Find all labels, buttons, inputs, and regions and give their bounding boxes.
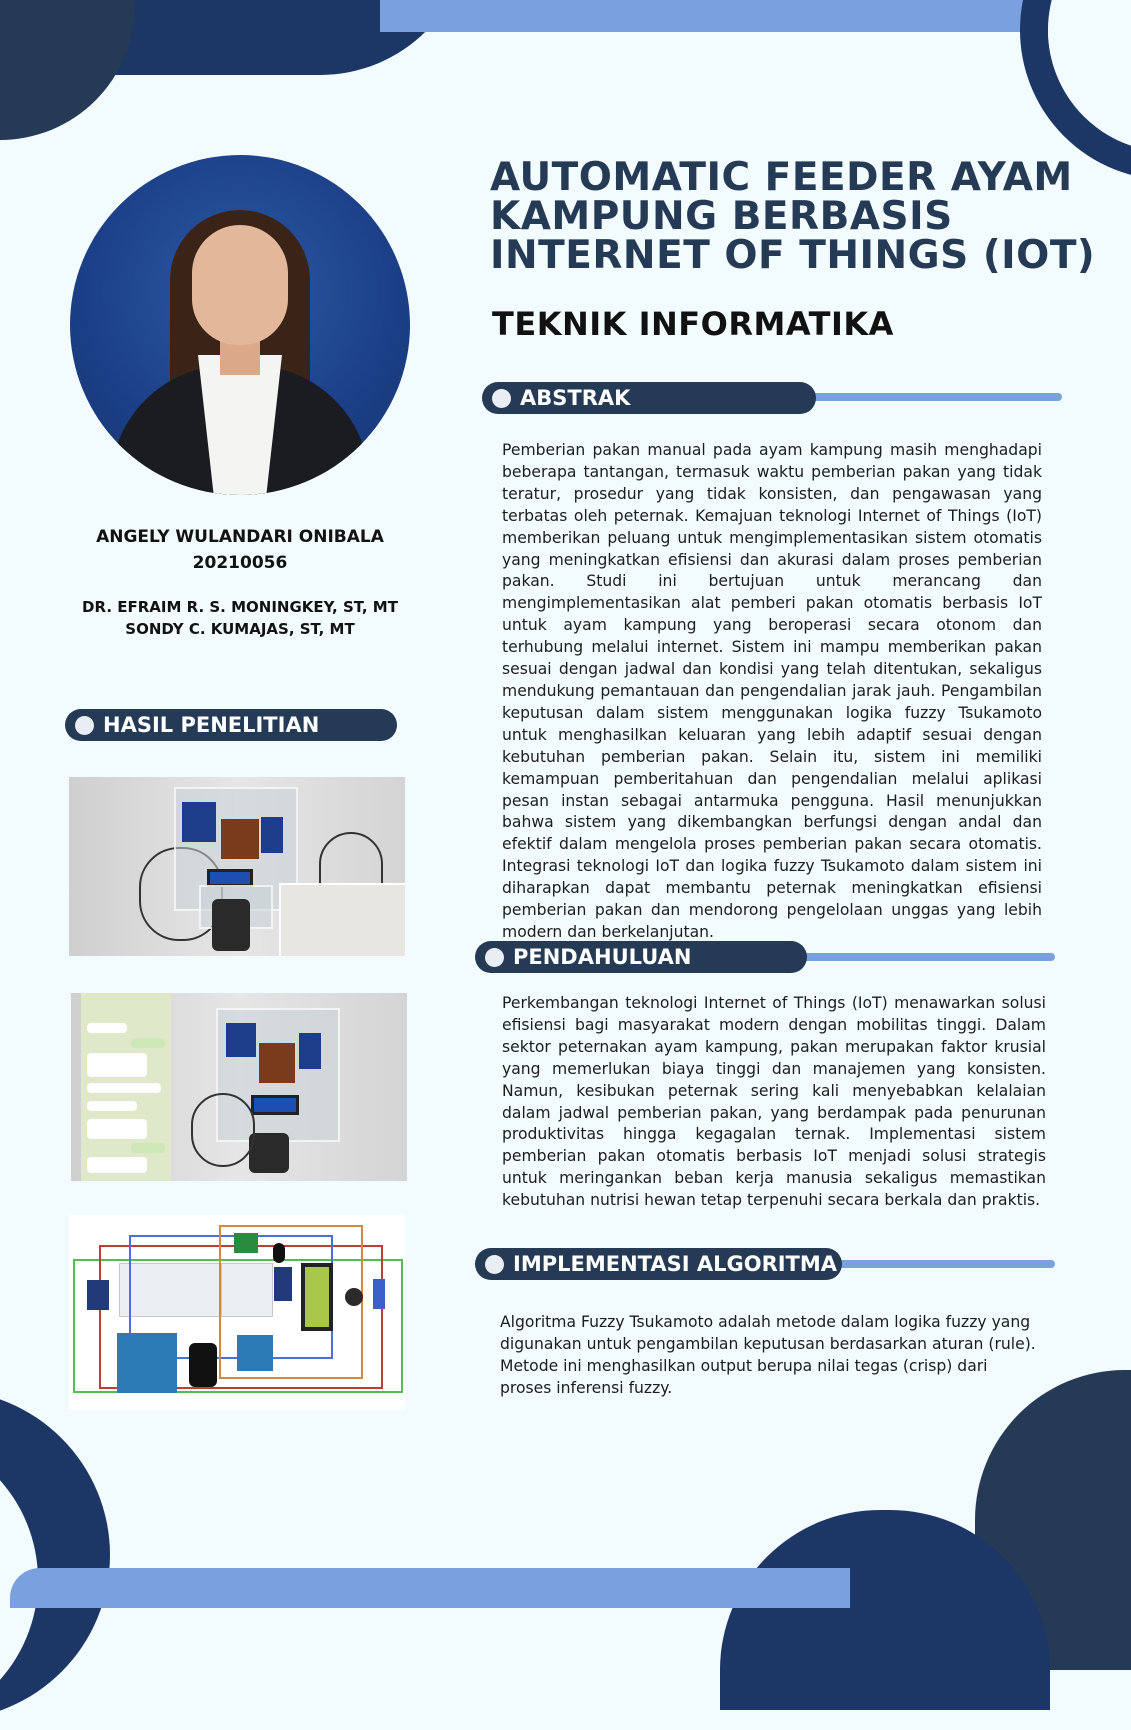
implementasi-body: Algoritma Fuzzy Tsukamoto adalah metode dalam logika fuzzy yang digunakan untuk pengambilan keputusan berdasarkan aturan (rule). Metode ini menghasilkan output berupa nilai tegas (crisp) dari proses inferensi fuzzy. xyxy=(500,1313,1036,1397)
bullet-dot-icon xyxy=(492,389,511,408)
abstrak-heading xyxy=(482,382,816,414)
poster-title-line: INTERNET OF THINGS (IOT) xyxy=(490,233,1096,278)
bullet-dot-icon xyxy=(75,716,94,735)
decor-top-blue-bar xyxy=(380,0,1122,32)
pendahuluan-heading-label: PENDAHULUAN xyxy=(513,945,692,969)
implementasi-heading xyxy=(475,1248,842,1280)
implementasi-heading-line xyxy=(820,1260,1055,1268)
decor-top-left-circle xyxy=(0,0,135,140)
author-portrait xyxy=(70,155,410,495)
hasil-heading xyxy=(65,709,397,741)
telegram-bot-and-device-photo xyxy=(71,993,407,1181)
supervisor-1: DR. EFRAIM R. S. MONINGKEY, ST, MT xyxy=(82,598,398,616)
abstrak-body: Pemberian pakan manual pada ayam kampung masih menghadapi beberapa tantangan, termasuk waktu pemberian pakan yang tidak teratur, prosedur yang tidak konsisten, dan pengawasan yang terbatas oleh peternak. Kemajuan teknologi Internet of Things (IoT) memberikan peluang untuk mengimplementasikan sistem otomatis yang meningkatkan efisiensi dan akurasi dalam proses pemberian pakan. Studi ini bertujuan untuk merancang dan mengimplementasikan alat pemberi pakan otomatis berbasis IoT untuk ayam kampung yang beroperasi secara otonom dan terhubung melalui internet. Sistem ini mampu memberikan pakan sesuai dengan jadwal dan kondisi yang telah ditentukan, sekaligus mendukung pemantauan dan pengendalian jarak jauh. Pengambilan keputusan dalam sistem menggunakan logika fuzzy Tsukamoto untuk menghasilkan keluaran yang lebih adaptif sesuai dengan kebutuhan pemberian pakan. Selain itu, sistem ini memiliki kemampuan pemberitahuan dan pengendalian melalui aplikasi pesan instan sebagai antarmuka pengguna. Hasil menunjukkan bahwa sistem yang dikembangkan berfungsi dengan andal dan efektif dalam mengelola proses pemberian pakan secara otomatis. Integrasi teknologi IoT dan logika fuzzy Tsukamoto dalam sistem ini diharapkan dapat membantu peternak meningkatkan efisiensi pemberian pakan dan mendorong pengelolaan unggas yang lebih modern dan berkelanjutan. xyxy=(502,441,1042,941)
poster-title-line: AUTOMATIC FEEDER AYAM xyxy=(490,155,1073,200)
pendahuluan-heading xyxy=(475,941,807,973)
decor-bottom-blue-bar xyxy=(10,1568,850,1608)
pendahuluan-body: Perkembangan teknologi Internet of Things (IoT) menawarkan solusi efisiensi bagi masyarakat modern dengan mobilitas tinggi. Dalam sektor peternakan ayam kampung, pakan merupakan faktor krusial yang memerlukan biaya tinggi dan manajemen yang konsisten. Namun, kesibukan peternak sering kali menyebabkan kelalaian dalam jadwal pemberian pakan, yang berdampak pada penurunan produktivitas hingga kegagalan ternak. Implementasi sistem pemberian pakan otomatis berbasis IoT menjadi solusi strategis untuk meringankan beban kerja manusia sekaligus memastikan kebutuhan nutrisi hewan tetap terpenuhi secara berkala dan praktis. xyxy=(502,994,1046,1210)
abstrak-heading-label: ABSTRAK xyxy=(520,386,631,410)
poster-title-line: KAMPUNG BERBASIS xyxy=(490,194,953,239)
pendahuluan-heading-line xyxy=(790,953,1055,961)
poster-title xyxy=(490,155,1096,278)
feeder-device-photo xyxy=(69,777,405,956)
wiring-schematic-diagram xyxy=(69,1215,405,1410)
bullet-dot-icon xyxy=(485,1255,504,1274)
implementasi-heading-label: IMPLEMENTASI ALGORITMA xyxy=(513,1252,838,1276)
abstrak-heading-line xyxy=(790,393,1062,401)
hasil-heading-label: HASIL PENELITIAN xyxy=(103,713,320,737)
author-name: ANGELY WULANDARI ONIBALA xyxy=(96,527,384,547)
poster-subtitle: TEKNIK INFORMATIKA xyxy=(492,305,894,343)
student-id: 20210056 xyxy=(192,553,288,573)
bullet-dot-icon xyxy=(485,948,504,967)
supervisor-2: SONDY C. KUMAJAS, ST, MT xyxy=(125,620,355,638)
